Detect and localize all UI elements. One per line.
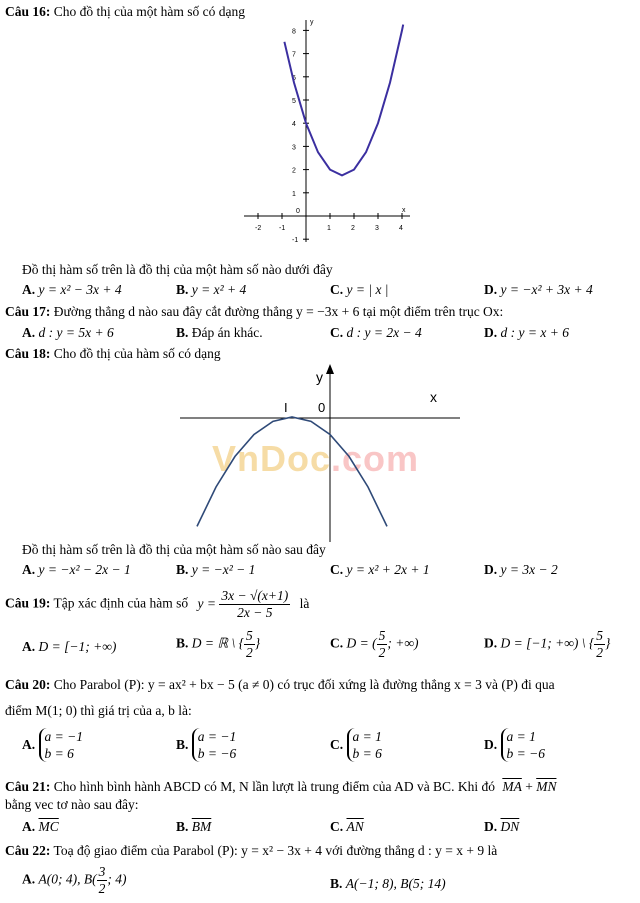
- q20-line2: điểm M(1; 0) thì giá trị của a, b là:: [5, 703, 192, 718]
- q21-option-c-label: C.: [330, 819, 344, 834]
- q20-option-d[interactable]: [484, 728, 545, 762]
- q18-stem: [5, 346, 221, 362]
- q19-denominator: 2x − 5: [237, 605, 273, 620]
- q17-text: Đường thẳng d nào sau đây cắt đường thẳng y = −3x + 6 tại một điểm trên trục Ox:: [53, 304, 504, 319]
- q16-x-tick-label: 4: [399, 225, 403, 232]
- watermark-b: .com: [331, 438, 420, 479]
- q19-text: Tập xác định của hàm số: [53, 595, 189, 611]
- q18-sub: Đồ thị hàm số trên là đồ thị của một hàm số nào sau đây: [22, 542, 326, 557]
- q19-option-a[interactable]: [22, 639, 116, 655]
- q17-option-a-label: A.: [22, 325, 36, 340]
- q19-label: Câu 19:: [5, 595, 51, 611]
- q17-stem: [5, 304, 503, 320]
- q16-option-d[interactable]: [484, 282, 593, 298]
- watermark-a: VnDoc: [212, 438, 332, 479]
- q16-option-c-label: C.: [330, 282, 344, 297]
- q18-option-d-label: D.: [484, 562, 498, 577]
- q22-text: Toạ độ giao điểm của Parabol (P): y = x² − 3x + 4 với đường thẳng d : y = x + 9 là: [53, 843, 498, 858]
- q16-option-d-text: y = −x² + 3x + 4: [500, 282, 593, 297]
- q21-label: Câu 21:: [5, 779, 51, 794]
- q18-y-arrow: [326, 364, 334, 374]
- q20-option-c-r2: b = 6: [352, 746, 382, 761]
- q18-option-c[interactable]: [330, 562, 430, 578]
- q16-sub: Đồ thị hàm số trên là đồ thị của một hàm số nào dưới đây: [22, 262, 333, 277]
- q18-label: Câu 18:: [5, 346, 51, 361]
- q16-y-tick-label: 7: [292, 51, 296, 59]
- q19-option-d-pre: D = [−1; +∞) \ {: [500, 635, 595, 651]
- q22-option-a-frac: [97, 864, 108, 897]
- q22-label: Câu 22:: [5, 843, 51, 858]
- q16-y-tick-label: 1: [292, 190, 296, 198]
- q16-option-b-label: B.: [176, 282, 189, 297]
- q20-option-d-r2: b = −6: [506, 746, 545, 761]
- q16-x-tick-label: 2: [351, 225, 355, 232]
- q16-y-tick-label: 3: [292, 144, 296, 152]
- q16-option-c[interactable]: [330, 282, 389, 298]
- q20-option-a-system: [39, 728, 83, 762]
- q20-option-c[interactable]: [330, 728, 382, 762]
- q19-option-c[interactable]: [330, 628, 418, 661]
- q19-option-c-fn: 5: [378, 628, 386, 643]
- q20-option-a-label: A.: [22, 737, 36, 752]
- q22-option-b-label: B.: [330, 876, 343, 891]
- q21-option-a[interactable]: [22, 819, 59, 835]
- q17-option-d[interactable]: [484, 325, 569, 341]
- q19-y-eq: y =: [197, 595, 216, 611]
- q16-option-a[interactable]: [22, 282, 122, 298]
- q18-option-b-text: y = −x² − 1: [191, 562, 256, 577]
- q16-parabola: [284, 25, 403, 176]
- q19-tail: là: [299, 595, 310, 611]
- q21-option-d-vec: $\overline{DN}$: [500, 819, 520, 834]
- q17-option-c-label: C.: [330, 325, 344, 340]
- q16-y-tick-label: 2: [292, 167, 296, 175]
- q18-vertex-label: I: [284, 400, 288, 415]
- q18-x-label: x: [430, 389, 437, 405]
- q22-option-b[interactable]: [330, 876, 446, 892]
- q20-option-d-r1: a = 1: [506, 729, 536, 744]
- q20-option-a-r2: b = 6: [44, 746, 74, 761]
- q20-option-b-label: B.: [176, 737, 189, 752]
- q16-y-tick-label: -1: [292, 237, 299, 245]
- q17-option-c[interactable]: [330, 325, 422, 341]
- q17-option-b-label: B.: [176, 325, 189, 340]
- q18-origin-label: 0: [318, 400, 326, 415]
- q21-option-a-vec: $\overline{MC}$: [38, 819, 59, 834]
- q20-option-a-r1: a = −1: [44, 729, 83, 744]
- q19-option-c-post: ; +∞): [387, 635, 419, 651]
- q19-option-c-label: C.: [330, 635, 344, 651]
- q19-option-b-fn: 5: [245, 628, 253, 643]
- q16-origin-label: 0: [296, 208, 300, 215]
- q20-option-c-system: [347, 728, 382, 762]
- q19-option-d-label: D.: [484, 635, 498, 651]
- q16-option-b-text: y = x² + 4: [191, 282, 247, 297]
- q17-option-a[interactable]: [22, 325, 114, 341]
- q22-stem: [5, 843, 497, 859]
- q18-option-a[interactable]: [22, 562, 131, 578]
- q17-label: Câu 17:: [5, 304, 51, 319]
- q19-option-a-label: A.: [22, 639, 36, 654]
- q20-option-b-r1: a = −1: [197, 729, 237, 744]
- q20-option-c-r1: a = 1: [352, 729, 382, 744]
- q18-option-a-label: A.: [22, 562, 36, 577]
- q16-option-b[interactable]: [176, 282, 246, 298]
- q20-stem: [5, 677, 555, 693]
- q20-label: Câu 20:: [5, 677, 51, 692]
- q20-option-d-system: [501, 728, 545, 762]
- q19-option-d[interactable]: [484, 628, 610, 661]
- q16-option-a-text: y = x² − 3x + 4: [38, 282, 122, 297]
- q16-option-d-label: D.: [484, 282, 498, 297]
- q16-x-tick-label: -1: [279, 225, 286, 232]
- q18-parabola: [197, 417, 387, 526]
- q21-option-a-label: A.: [22, 819, 36, 834]
- q19-option-d-fd: 2: [596, 645, 603, 660]
- q22-option-a-post: ; 4): [107, 871, 127, 887]
- q20-option-b[interactable]: [176, 728, 236, 762]
- q16-y-tick-label: 5: [292, 98, 296, 105]
- q18-option-b[interactable]: [176, 562, 255, 578]
- q21-option-b-label: B.: [176, 819, 189, 834]
- q16-label: Câu 16:: [5, 4, 51, 19]
- q18-option-c-text: y = x² + 2x + 1: [346, 562, 430, 577]
- q18-option-d-text: y = 3x − 2: [500, 562, 558, 577]
- q16-option-c-text: y = | x |: [346, 282, 389, 297]
- q18-graph: [176, 362, 466, 546]
- q21-option-b-vec: $\overline{BM}$: [191, 819, 212, 834]
- q20-option-b-system: [192, 728, 236, 762]
- q22-option-a[interactable]: [22, 864, 126, 897]
- q16-y-tick-label: 8: [292, 28, 296, 36]
- q19-option-b[interactable]: [176, 628, 260, 661]
- q18-option-c-label: C.: [330, 562, 344, 577]
- q20-option-b-r2: b = −6: [197, 746, 237, 761]
- q18-option-b-label: B.: [176, 562, 189, 577]
- q21-option-d[interactable]: [484, 819, 519, 835]
- q21-option-d-label: D.: [484, 819, 498, 834]
- q19-option-b-pre: D = ℝ \ {: [191, 635, 244, 651]
- q17-option-b-text: Đáp án khác.: [191, 325, 263, 340]
- q17-option-c-text: d : y = 2x − 4: [346, 325, 422, 340]
- q21-option-c[interactable]: [330, 819, 364, 835]
- q19-option-d-post: }: [604, 635, 611, 651]
- q20-option-a[interactable]: [22, 728, 83, 762]
- q17-option-d-label: D.: [484, 325, 498, 340]
- q19-option-d-frac: [594, 628, 605, 661]
- q19-option-d-fn: 5: [596, 628, 603, 643]
- q19-option-b-frac: [244, 628, 255, 661]
- q21-line2: bằng vec tơ nào sau đây:: [5, 797, 139, 812]
- q19-option-b-label: B.: [176, 635, 189, 651]
- q21-vec2: $\overline{MN}$: [536, 779, 557, 794]
- q16-x-tick-label: 3: [375, 225, 379, 232]
- q22-option-a-pre: A(0; 4), B(: [38, 871, 97, 887]
- q22-option-a-fn: 3: [98, 864, 106, 879]
- q22-option-a-fd: 2: [98, 881, 106, 896]
- q19-option-c-pre: D = (: [346, 635, 377, 651]
- q21-vec1: $\overline{MA}$: [502, 779, 522, 794]
- q17-option-a-text: d : y = 5x + 6: [38, 325, 114, 340]
- q16-x-label: x: [402, 207, 406, 214]
- q16-x-tick-label: 1: [327, 225, 331, 232]
- q17-option-b[interactable]: [176, 325, 263, 341]
- q17-option-d-text: d : y = x + 6: [500, 325, 569, 340]
- q19-option-c-fd: 2: [378, 645, 386, 660]
- q16-y-tick-label: 4: [292, 121, 296, 129]
- q21-option-b[interactable]: [176, 819, 211, 835]
- q16-y-label: y: [310, 19, 314, 26]
- q18-y-label: y: [316, 369, 323, 385]
- q21-stem: [5, 779, 556, 795]
- q16-stem: [5, 4, 245, 20]
- q20-option-c-label: C.: [330, 737, 344, 752]
- q16-x-tick-label: -2: [255, 225, 262, 232]
- q16-option-a-label: A.: [22, 282, 36, 297]
- q19-option-b-fd: 2: [245, 645, 253, 660]
- q16-graph: [240, 16, 420, 248]
- q19-fraction: [219, 588, 290, 621]
- q22-option-b-text: A(−1; 8), B(5; 14): [345, 876, 446, 891]
- q19-numerator: 3x − √(x+1): [221, 588, 289, 603]
- q22-option-a-label: A.: [22, 871, 36, 887]
- q19-option-a-text: D = [−1; +∞): [38, 639, 117, 654]
- q18-option-d[interactable]: [484, 562, 558, 578]
- q19-option-b-post: }: [254, 635, 261, 651]
- q19-stem: [5, 588, 309, 621]
- q19-option-c-frac: [377, 628, 388, 661]
- q21-plus: +: [525, 779, 533, 794]
- q16-y-tick-label: 6: [292, 74, 296, 82]
- q18-text: Cho đồ thị của hàm số có dạng: [53, 346, 221, 361]
- q21-option-c-vec: $\overline{AN}$: [346, 819, 364, 834]
- q16-text: Cho đồ thị của một hàm số có dạng: [53, 4, 245, 19]
- q20-option-d-label: D.: [484, 737, 498, 752]
- q18-option-a-text: y = −x² − 2x − 1: [38, 562, 131, 577]
- q21-line1: Cho hình bình hành ABCD có M, N lần lượt là trung điểm của AD và BC. Khi đó: [53, 779, 495, 794]
- q20-line1: Cho Parabol (P): y = ax² + bx − 5 (a ≠ 0) có trục đối xứng là đường thẳng x = 3 và (P) đi qua: [53, 677, 555, 692]
